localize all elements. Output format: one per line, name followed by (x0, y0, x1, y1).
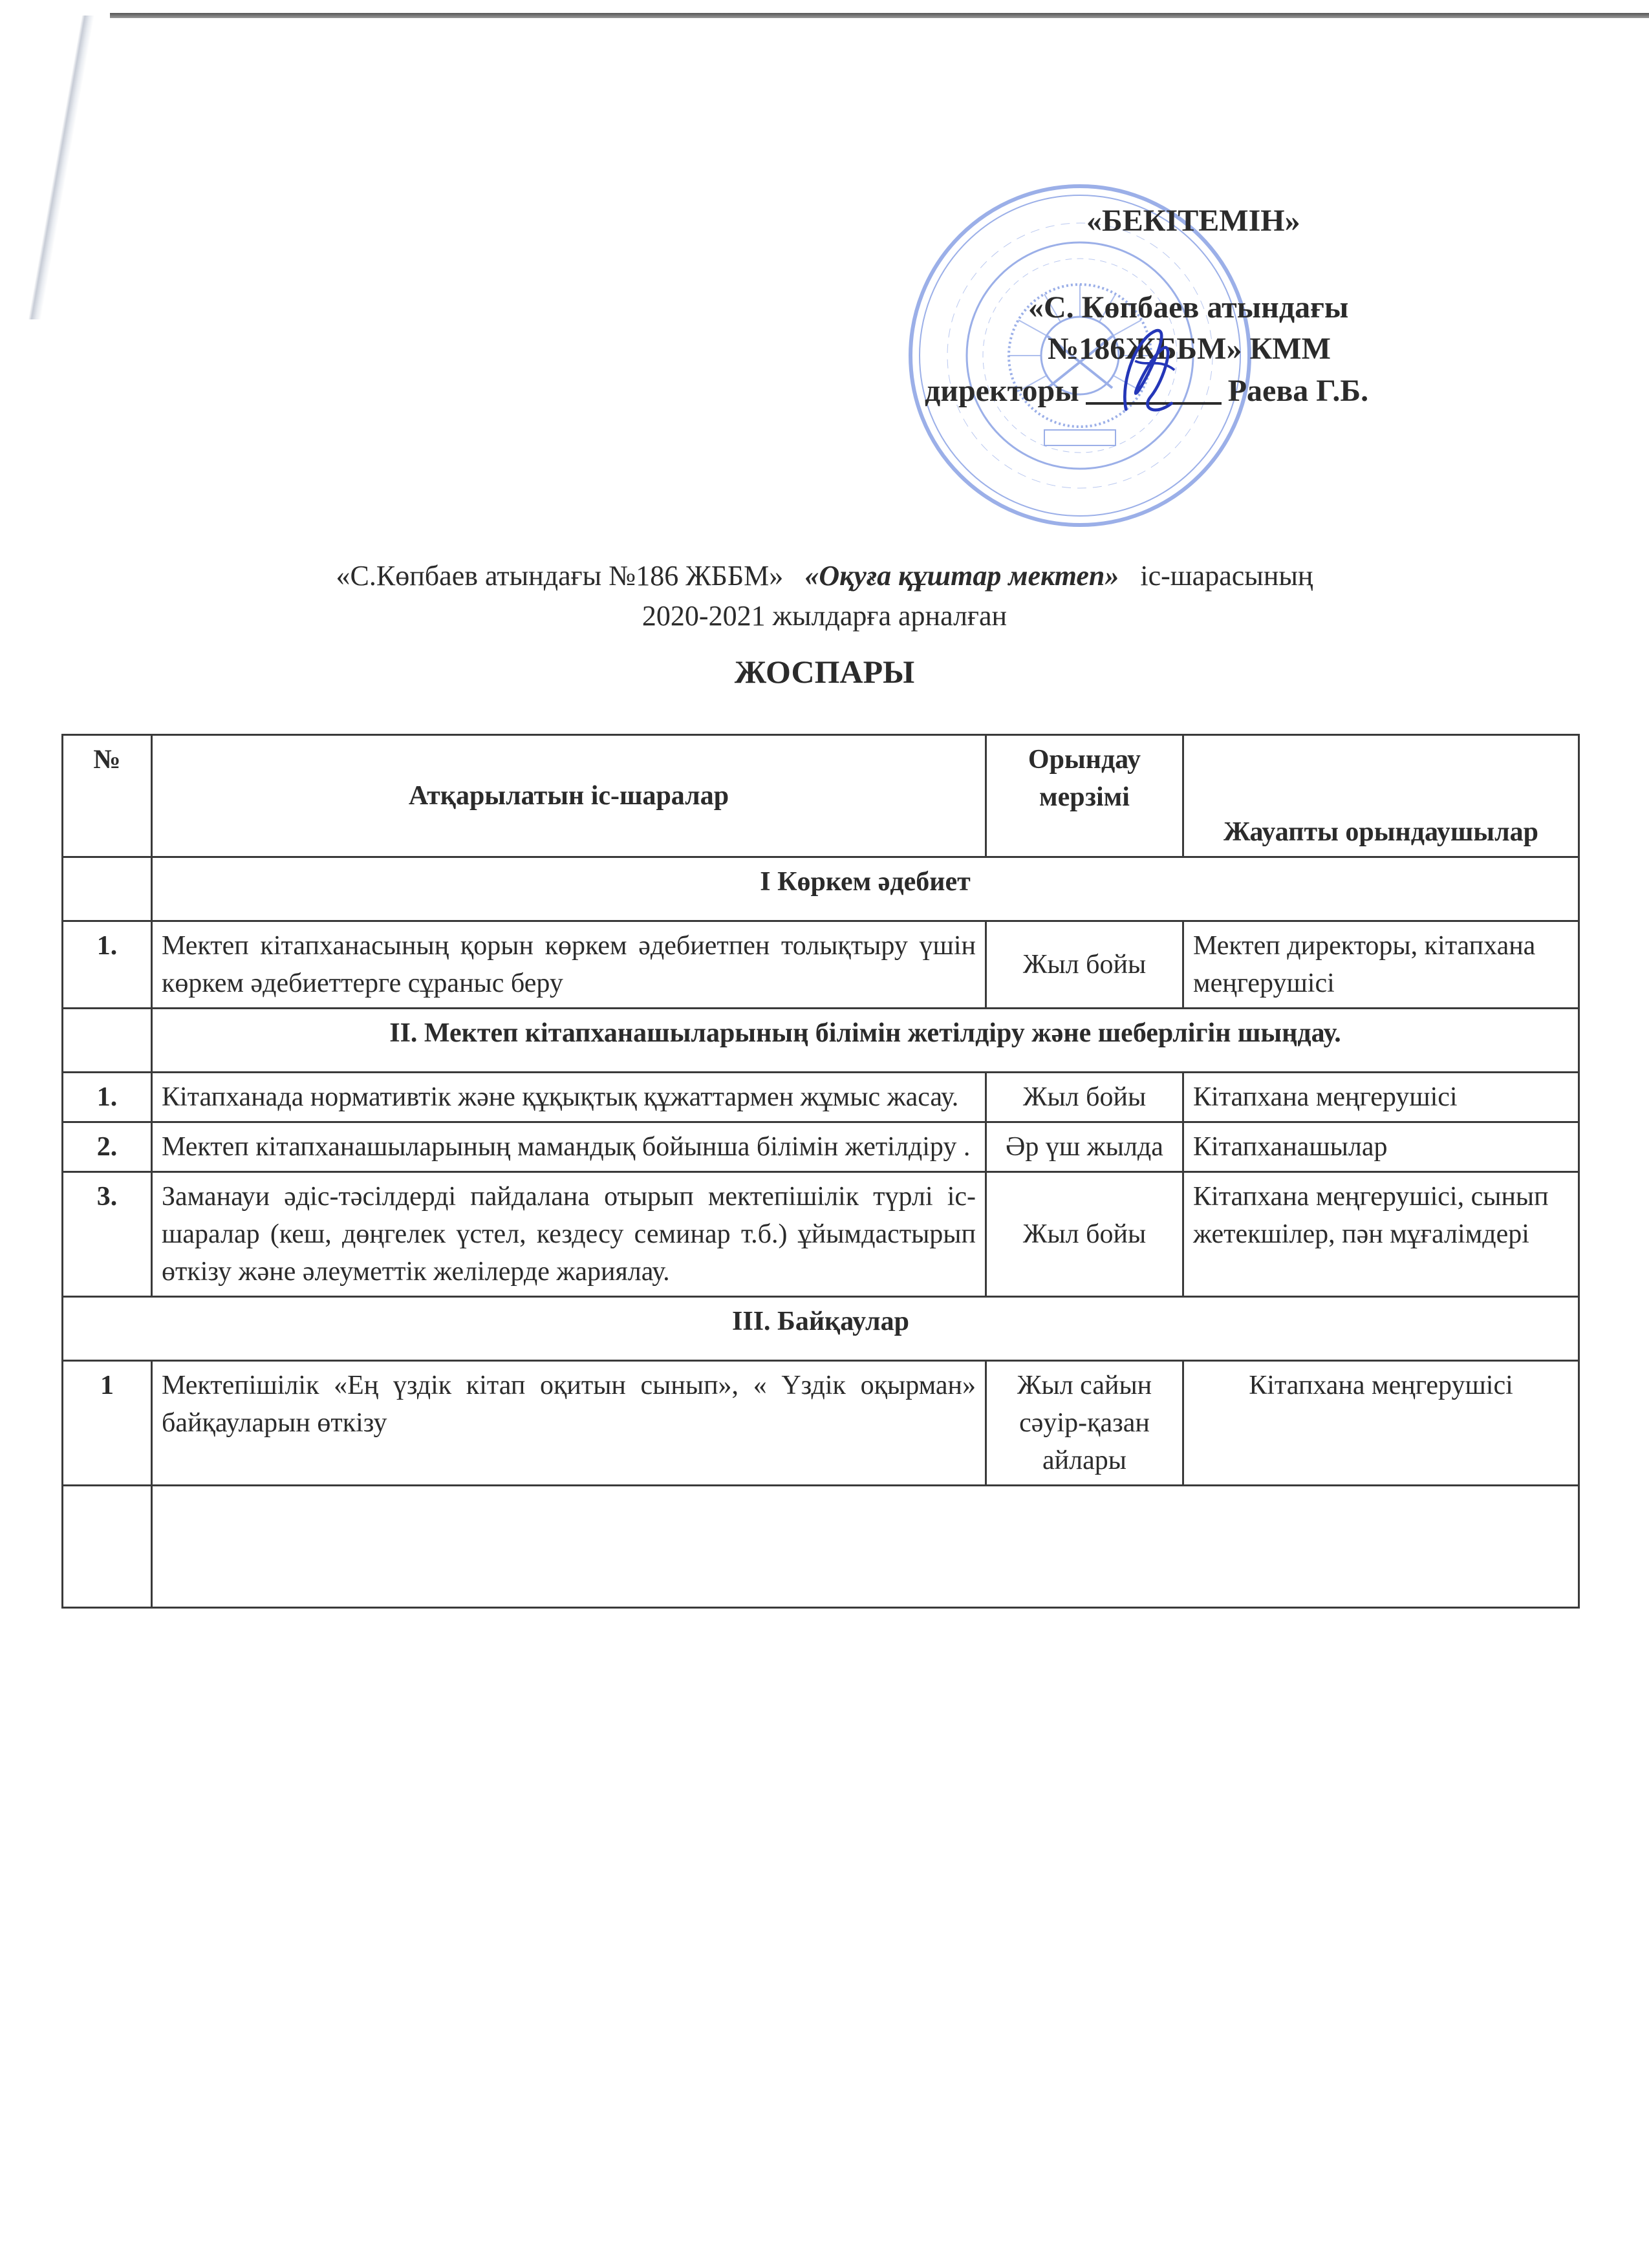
title-event: «Оқуға құштар мектеп» (804, 560, 1119, 592)
empty-num-cell (63, 1486, 152, 1608)
section-num-cell (63, 857, 152, 921)
header-responsible: Жауапты орындаушылар (1183, 735, 1579, 857)
row-responsible: Кітапхана меңгерушісі, сынып жетекшілер, пән мұғалімдері (1183, 1172, 1579, 1297)
document-title-line1 (129, 556, 1520, 596)
empty-content-cell (152, 1486, 1579, 1608)
section-title: І Көркем әдебиет (152, 857, 1579, 921)
approval-org-line2: №186ЖББМ» КММ (1048, 332, 1331, 366)
signature-icon (1112, 325, 1183, 422)
row-num: 1. (63, 1073, 152, 1122)
document-title-line2 (129, 596, 1520, 636)
row-num: 3. (63, 1172, 152, 1297)
row-responsible: Кітапхана меңгерушісі (1183, 1361, 1579, 1486)
title-years: 2020-2021 жылдарға арналған (641, 600, 1008, 632)
row-deadline: Әр үш жылда (986, 1122, 1183, 1172)
row-deadline: Жыл бойы (986, 1172, 1183, 1297)
row-responsible: Кітапханашылар (1183, 1122, 1579, 1172)
approval-org-line1: «С. Көпбаев атындағы (1028, 290, 1349, 325)
row-responsible: Мектеп директоры, кітапхана меңгерушісі (1183, 921, 1579, 1009)
row-activity: Мектеп кітапханасының қорын көркем әдебиетпен толықтыру үшін көркем әдебиеттерге сұраныс беру (152, 921, 986, 1009)
table-row (63, 1361, 1579, 1486)
row-activity: Кітапханада нормативтік және құқықтық құжаттармен жұмыс жасау. (152, 1073, 986, 1122)
row-deadline: Жыл сайын сәуір-қазан айлары (986, 1361, 1183, 1486)
table-row (63, 1122, 1579, 1172)
section-row (63, 1009, 1579, 1073)
title-suffix: іс-шарасының (1140, 560, 1313, 592)
document-heading: ЖОСПАРЫ (734, 654, 915, 690)
row-responsible: Кітапхана меңгерушісі (1183, 1073, 1579, 1122)
header-activity: Атқарылатын іс-шаралар (152, 735, 986, 857)
row-activity: Заманауи әдіс-тәсілдерді пайдалана отырып мектепішілік түрлі іс-шаралар (кеш, дөңгелек үстел, кездесу семинар т.б.) ұйымдастырып өткізу және әлеуметтік желілерде жариялау. (152, 1172, 986, 1297)
row-num: 2. (63, 1122, 152, 1172)
row-deadline: Жыл бойы (986, 921, 1183, 1009)
section-title: ІІ. Мектеп кітапханашыларының білімін жетілдіру және шеберлігін шыңдау. (152, 1009, 1579, 1073)
approval-position: директоры (925, 374, 1079, 408)
table-row (63, 921, 1579, 1009)
header-deadline: Орындау мерзімі (986, 735, 1183, 857)
approval-block (918, 200, 1487, 412)
row-num: 1. (63, 921, 152, 1009)
table-header-row (63, 735, 1579, 857)
table-row (63, 1073, 1579, 1122)
row-deadline: Жыл бойы (986, 1073, 1183, 1122)
approval-label: «БЕКІТЕМІН» (1086, 204, 1300, 238)
approval-name: Раева Г.Б. (1227, 374, 1369, 408)
section-num-cell (63, 1009, 152, 1073)
signature-line (1086, 370, 1222, 405)
section-row (63, 1297, 1579, 1361)
row-num: 1 (63, 1361, 152, 1486)
scan-edge-left (6, 16, 110, 319)
row-activity: Мектеп кітапханашыларының мамандық бойынша білімін жетілдіру . (152, 1122, 986, 1172)
table-row (63, 1172, 1579, 1297)
header-num: № (63, 735, 152, 857)
section-title: ІІІ. Байқаулар (63, 1297, 1579, 1361)
plan-table-wrapper (61, 734, 1578, 1609)
row-activity: Мектепішілік «Ең үздік кітап оқитын сынып», « Үздік оқырман» байқауларын өткізу (152, 1361, 986, 1486)
approval-position-line (918, 370, 1487, 412)
section-row (63, 857, 1579, 921)
document-title (129, 556, 1520, 636)
scan-edge-top (110, 13, 1649, 18)
empty-row (63, 1486, 1579, 1608)
title-school: «С.Көпбаев атындағы №186 ЖББМ» (336, 560, 784, 592)
plan-table (61, 734, 1580, 1609)
